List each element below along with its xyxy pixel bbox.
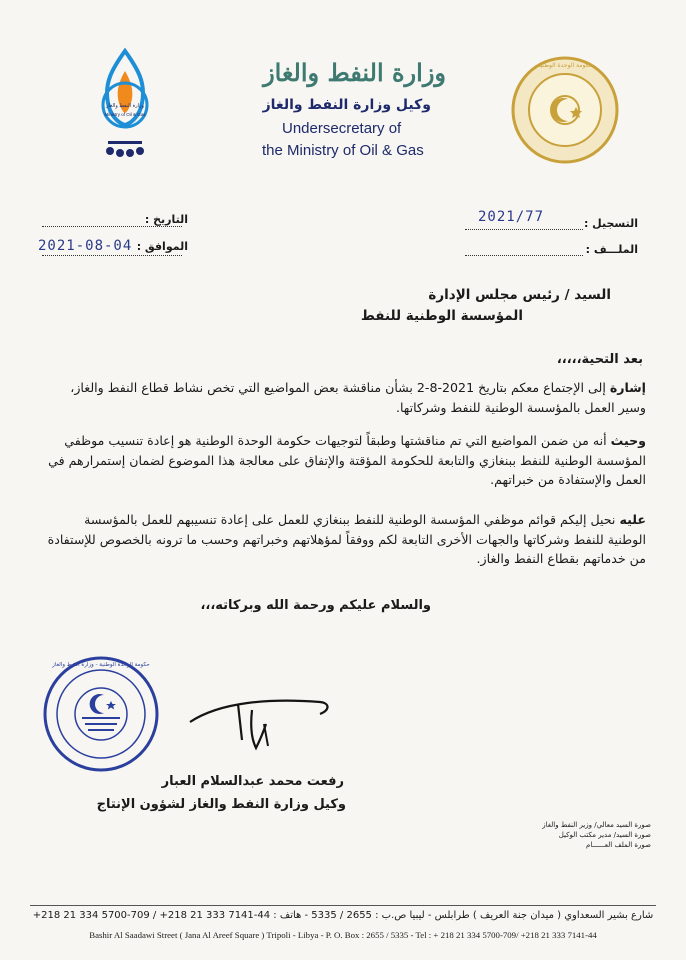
official-stamp-icon [42, 655, 160, 773]
signatory-name: رفعت محمد عبدالسلام العبار [161, 774, 344, 789]
paragraph-1-text: إلى الإجتماع معكم بتاريخ 2021-8-2 بشأن مناقشة بعض المواضيع التي تخص نشاط قطاع النفط والغاز، وسير العمل بالمؤسسة الوطنية للنفط وشركاتها. [70, 380, 646, 415]
cc-line1: صورة السيد معالي/ وزير النفط والغاز [542, 821, 651, 829]
paragraph-3 [42, 510, 646, 569]
addressee-line2: المؤسسة الوطنية للنفط [360, 308, 523, 324]
cc-line2: صورة السيد/ مدير مكتب الوكيل [558, 831, 651, 839]
emblem-text: حكومة الوحدة الوطنية [537, 62, 593, 69]
paragraph-3-text: نحيل إليكم قوائم موظفي المؤسسة الوطنية للنفط ببنغازي للعمل على إعادة تنسيبهم للعمل بالمؤسسة الوطنية للنفط وشركاتها والجهات الأخرى التابعة لكم ووفقاً لمؤهلاتهم وخبراتهم وحسب ما ترونه بالخصوص للإستفادة من خدماتهم بقطاع النفط والغاز. [47, 512, 646, 566]
addressee-line1: السيد / رئيس مجلس الإدارة [428, 287, 611, 303]
date-dots [42, 226, 182, 227]
paragraph-2 [42, 431, 646, 490]
paragraph-1-lead: إشارة [609, 380, 646, 395]
corresponding-label: الموافق : [136, 240, 188, 253]
logo-caption-en: Ministry of Oil & Gas [104, 112, 146, 117]
greeting: بعد التحية،،،،، [556, 352, 643, 367]
handwritten-signature [180, 688, 340, 768]
corresponding-dots [42, 255, 182, 256]
stamp-text: حكومة الوحدة الوطنية - وزارة النفط والغاز [52, 662, 150, 668]
footer-divider [30, 905, 656, 906]
ministry-name-ar: وزارة النفط والغاز [263, 58, 446, 87]
footer-address-ar: شارع بشير السعداوي ( ميدان جنة العريف ) طرابلس - ليبيا ص.ب : 2655 / 5335 - هاتف : 44-7141 333 21 218+ / 709-5700 334 21 218+ [32, 910, 654, 921]
signatory-title: وكيل وزارة النفط والغاز لشؤون الإنتاج [96, 797, 346, 812]
file-label: الملـــف : [585, 243, 638, 256]
date-label: التاريخ : [144, 213, 188, 226]
ministry-name-en: the Ministry of Oil & Gas [262, 142, 424, 159]
registration-dots [465, 229, 583, 230]
undersecretary-ar: وكيل وزارة النفط والغاز [262, 97, 431, 113]
paragraph-1 [42, 378, 646, 417]
corresponding-value: 2021-08-04 [38, 238, 133, 254]
registration-label: التسجيل : [583, 217, 638, 230]
footer-address-en: Bashir Al Saadawi Street ( Jana Al Areef Square ) Tripoli - Libya - P. O. Box : 2655 / 5335 - Tel : + 218 21 334 5700-709/ +218 21 333 7141-44 [89, 930, 597, 940]
registration-value: 2021/77 [478, 209, 545, 225]
cc-line3: صورة الملف العــــــام [586, 841, 651, 849]
closing: والسلام عليكم ورحمة الله وبركاته،،، [200, 598, 431, 613]
paragraph-2-text: أنه من ضمن المواضيع التي تم مناقشتها وطبقاً لتوجيهات حكومة الوحدة الوطنية هو إعادة تنسيب موظفي المؤسسة الوطنية للنفط ببنغازي والتابعة للحكومة المؤقتة والإتفاق على معالجة هذا الموضوع لضمان إستمرارهم في العمل والإستفادة من خبراتهم. [48, 433, 646, 487]
paragraph-3-lead: عليه [619, 512, 646, 527]
file-dots [465, 255, 583, 256]
paragraph-2-lead: وحيث [610, 433, 646, 448]
government-emblem-icon [510, 55, 620, 165]
undersecretary-en: Undersecretary of [282, 120, 402, 137]
logo-caption-ar: وزارة النفط والغاز [106, 103, 144, 109]
